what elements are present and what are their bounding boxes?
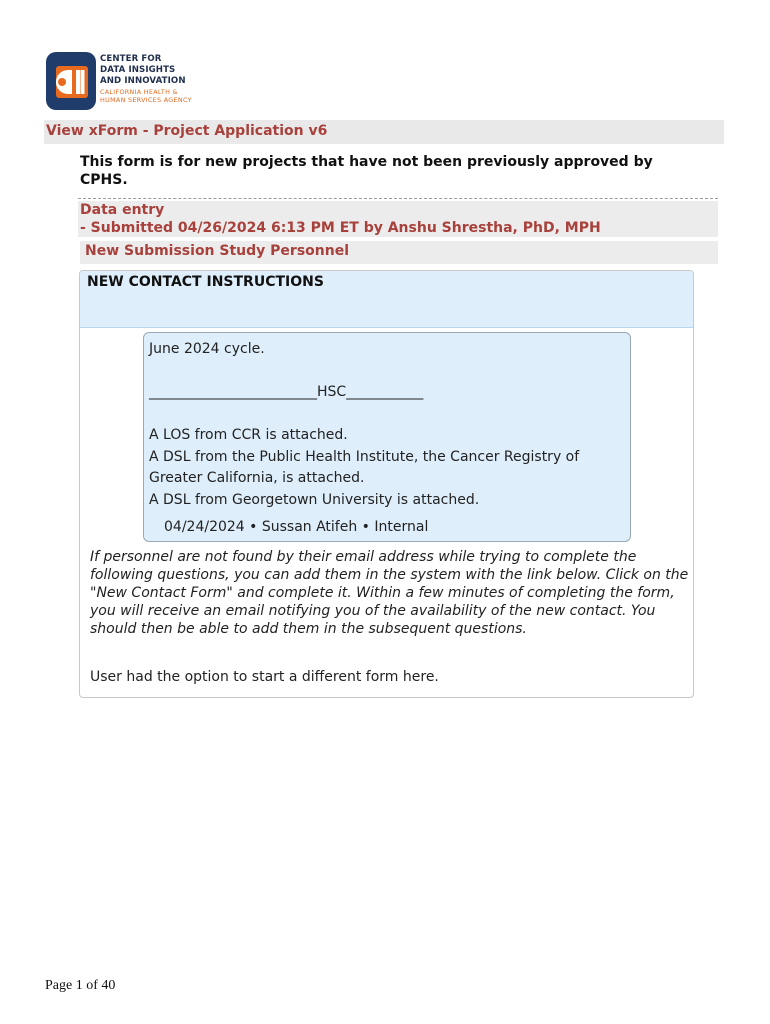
different-form-note: User had the option to start a different form here. — [90, 669, 439, 685]
note-line: A DSL from Georgetown University is attached. — [149, 492, 480, 508]
form-title-bar — [44, 120, 724, 144]
note-line: Greater California, is attached. — [149, 470, 365, 486]
page-number: Page 1 of 40 — [45, 978, 116, 993]
help-text: If personnel are not found by their email address while trying to complete the following questions, you can add them in the system with the link below. Click on the "New Contact Form" and complete it. Within a few minutes of completing the form, you will receive an email notifying you of the availability of the new contact. You should then be able to add them in the subsequent questions. — [90, 549, 689, 637]
note-line: A DSL from the Public Health Institute, the Cancer Registry of — [149, 449, 580, 465]
panel-heading: NEW CONTACT INSTRUCTIONS — [87, 274, 324, 290]
logo-line: AND INNOVATION — [100, 76, 186, 86]
data-entry-header — [78, 201, 718, 237]
data-entry-label: Data entry — [80, 202, 165, 218]
logo-line: DATA INSIGHTS — [100, 65, 176, 75]
cdii-logo — [46, 52, 246, 114]
instructions-panel — [79, 270, 694, 698]
submission-info: - Submitted 04/26/2024 6:13 PM ET by Anshu Shrestha, PhD, MPH — [80, 220, 601, 236]
note-meta: 04/24/2024 • Sussan Atifeh • Internal — [164, 519, 429, 535]
section-title: New Submission Study Personnel — [85, 243, 350, 259]
logo-line: CENTER FOR — [100, 54, 162, 64]
logo-subline: HUMAN SERVICES AGENCY — [100, 95, 192, 104]
form-title: View xForm - Project Application v6 — [46, 123, 328, 139]
note-line: ________________________HSC___________ — [149, 384, 424, 400]
panel-header — [80, 271, 693, 328]
note-line: A LOS from CCR is attached. — [149, 427, 348, 443]
logo-text — [100, 54, 192, 104]
section-header — [80, 241, 718, 264]
reviewer-note-card — [143, 332, 631, 542]
note-line: June 2024 cycle. — [149, 341, 265, 357]
divider — [78, 198, 718, 199]
logo-subline: CALIFORNIA HEALTH & — [100, 88, 178, 96]
logo-mark-icon — [46, 52, 96, 110]
form-intro: This form is for new projects that have not been previously approved by CPHS. — [80, 154, 653, 188]
